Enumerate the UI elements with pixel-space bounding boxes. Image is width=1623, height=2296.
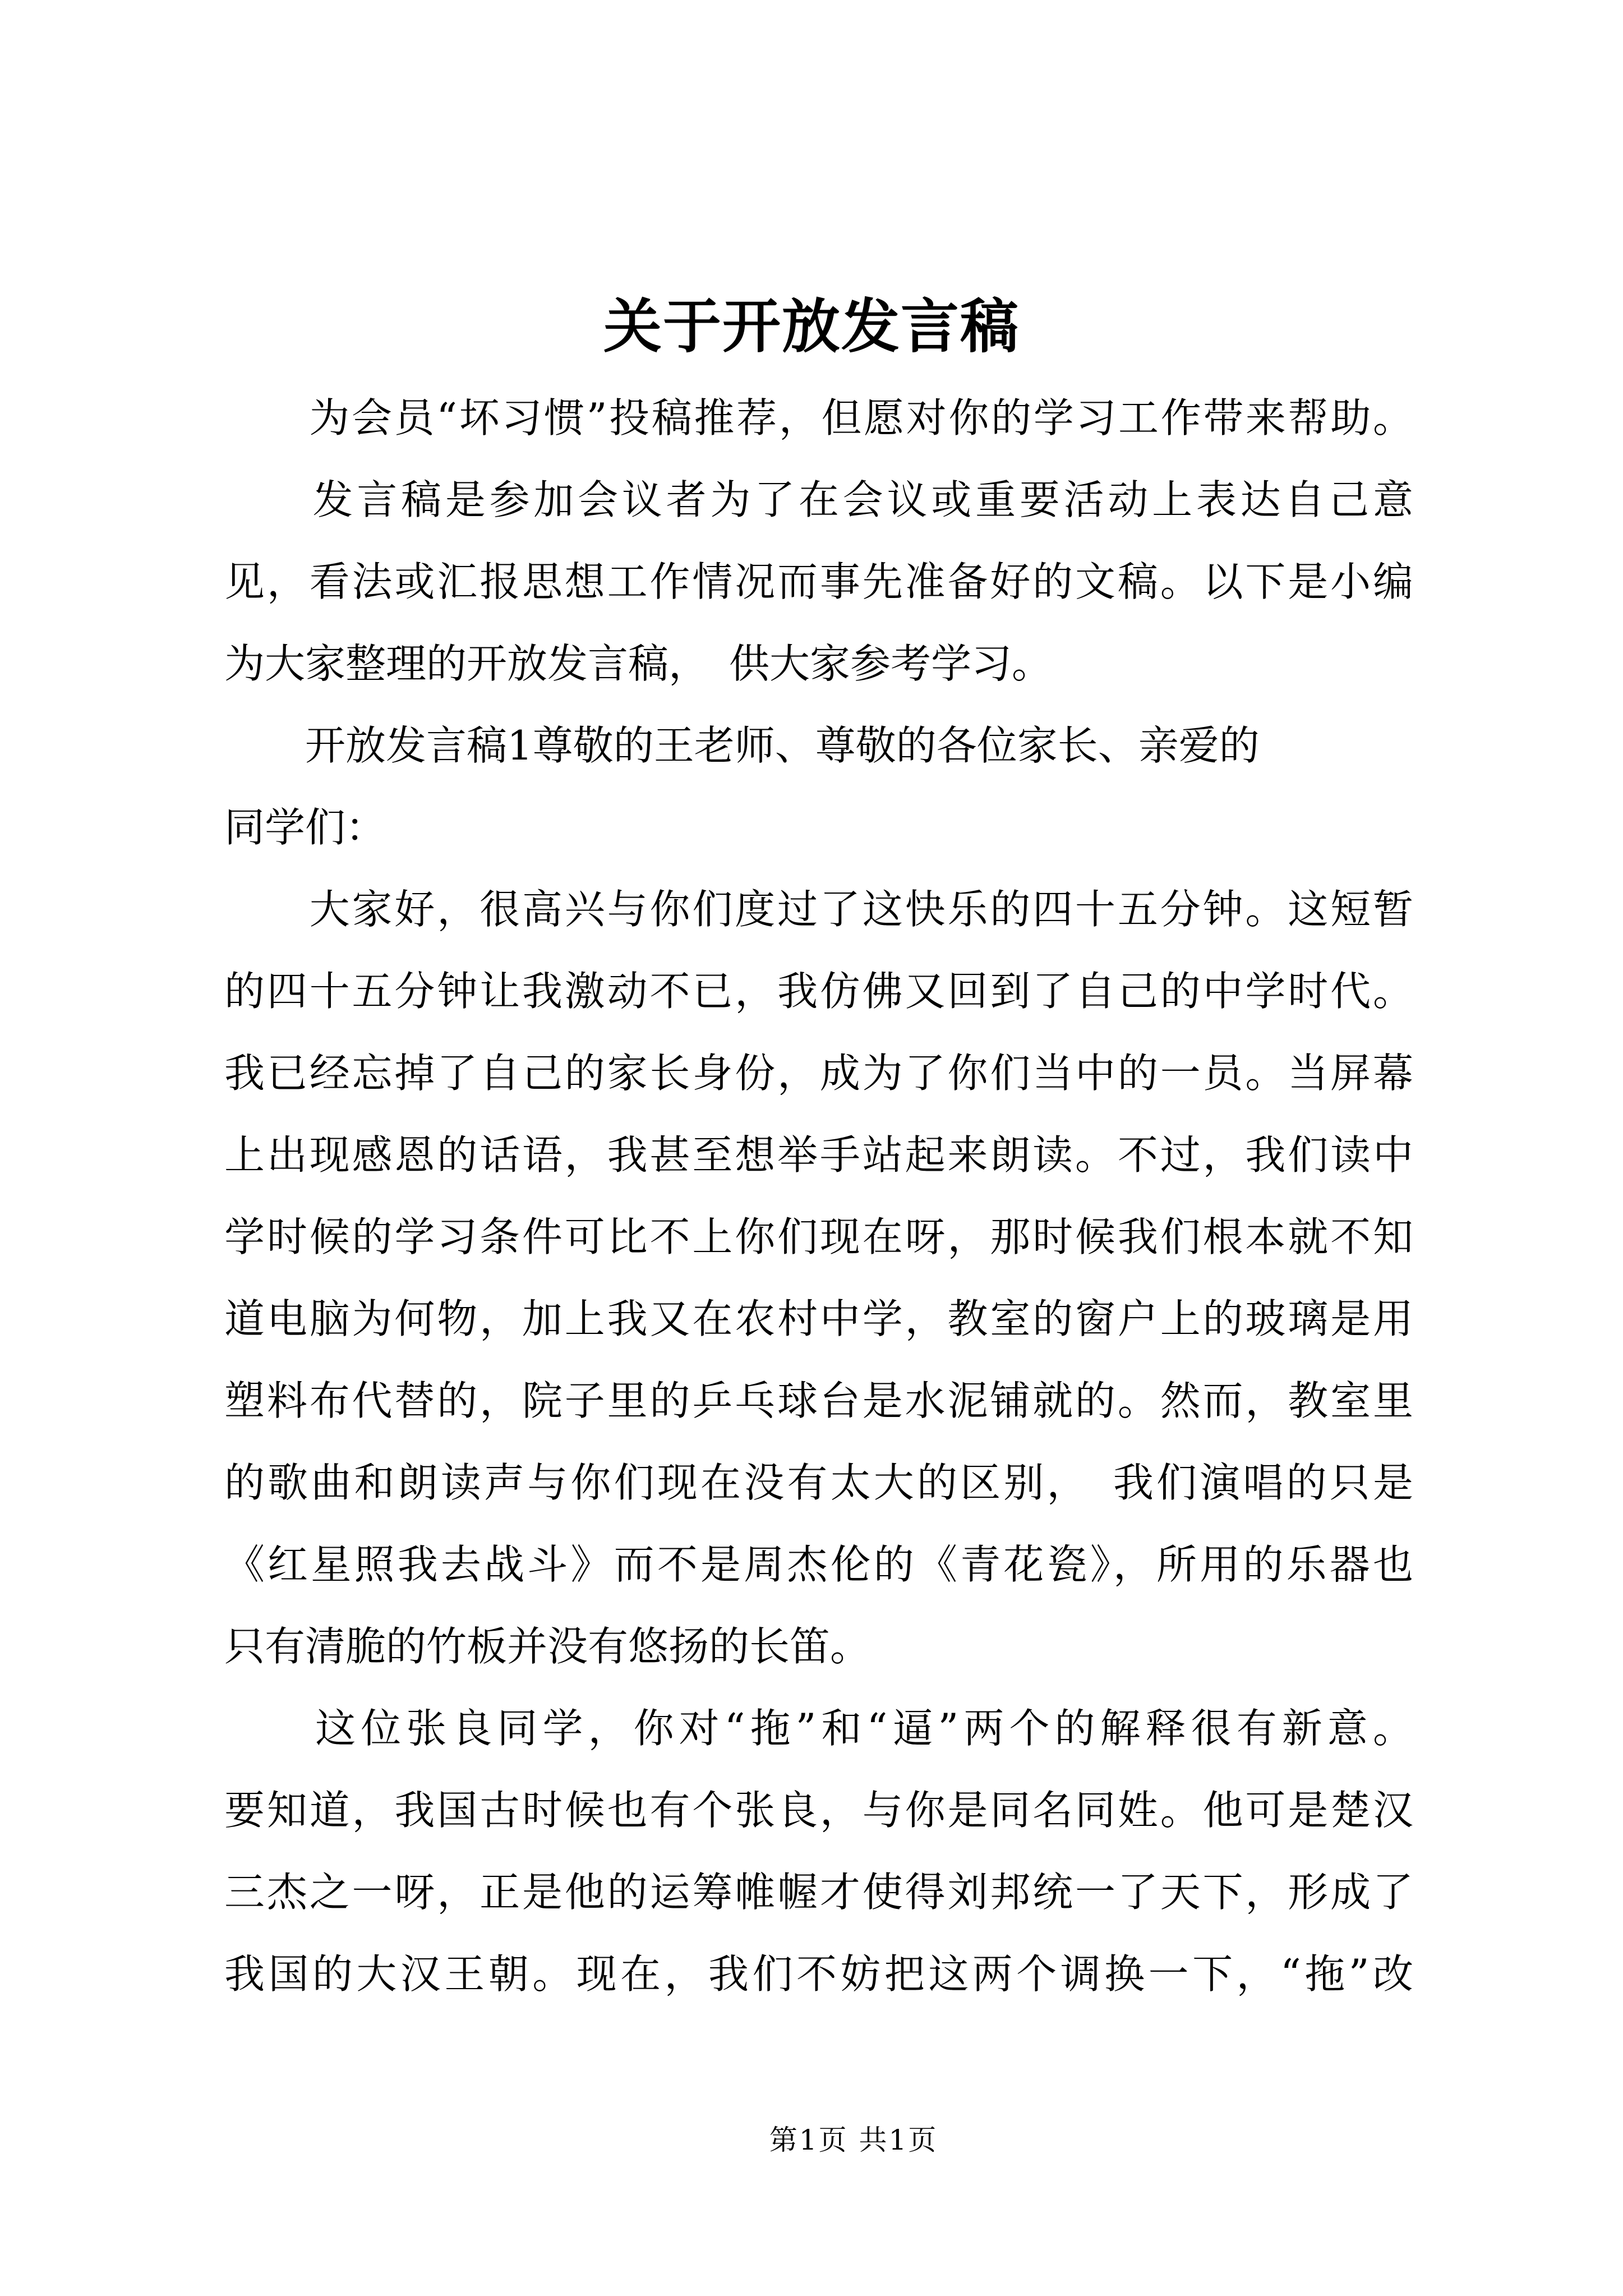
page-number-text: 第1页 共1页 — [769, 2124, 938, 2156]
body-line: 这位张良同学，你对“拖”和“逼”两个的解释很有新意。 — [224, 1705, 1413, 1752]
body-line: 只有清脆的竹板并没有悠扬的长笛。 — [224, 1623, 871, 1670]
body-line: 的四十五分钟让我激动不已，我仿佛又回到了自己的中学时代。 — [224, 968, 1413, 1015]
body-line: 开放发言稿1尊敬的王老师、尊敬的各位家长、亲爱的 — [224, 722, 1260, 769]
body-line: 为会员“坏习惯”投稿推荐，但愿对你的学习工作带来帮助。 — [224, 394, 1413, 441]
document-body — [224, 377, 1413, 2015]
body-line: 为大家整理的开放发言稿， 供大家参考学习。 — [224, 640, 1053, 687]
body-line: 的歌曲和朗读声与你们现在没有太大的区别， 我们演唱的只是 — [224, 1459, 1413, 1506]
body-line: 同学们： — [224, 804, 386, 851]
body-line: 见，看法或汇报思想工作情况而事先准备好的文稿。以下是小编 — [224, 558, 1413, 605]
body-line: 塑料布代替的，院子里的乒乓球台是水泥铺就的。然而，教室里 — [224, 1377, 1413, 1424]
page-footer — [84, 2123, 1623, 2157]
body-line: 《红星照我去战斗》而不是周杰伦的《青花瓷》，所用的乐器也 — [224, 1541, 1413, 1588]
body-line: 要知道，我国古时候也有个张良，与你是同名同姓。他可是楚汉 — [224, 1787, 1413, 1834]
body-line: 道电脑为何物，加上我又在农村中学，教室的窗户上的玻璃是用 — [224, 1295, 1413, 1342]
body-line: 学时候的学习条件可比不上你们现在呀，那时候我们根本就不知 — [224, 1213, 1413, 1260]
body-line: 我已经忘掉了自己的家长身份，成为了你们当中的一员。当屏幕 — [224, 1050, 1413, 1097]
body-line: 大家好，很高兴与你们度过了这快乐的四十五分钟。这短暂 — [224, 886, 1413, 933]
body-line: 上出现感恩的话语，我甚至想举手站起来朗读。不过，我们读中 — [224, 1131, 1413, 1179]
body-line: 我国的大汉王朝。现在，我们不妨把这两个调换一下，“拖”改 — [224, 1950, 1413, 1998]
body-line: 三杰之一呀，正是他的运筹帷幄才使得刘邦统一了天下，形成了 — [224, 1869, 1413, 1916]
body-line: 发言稿是参加会议者为了在会议或重要活动上表达自己意 — [224, 476, 1413, 523]
document-title: 关于开放发言稿 — [603, 292, 1020, 361]
